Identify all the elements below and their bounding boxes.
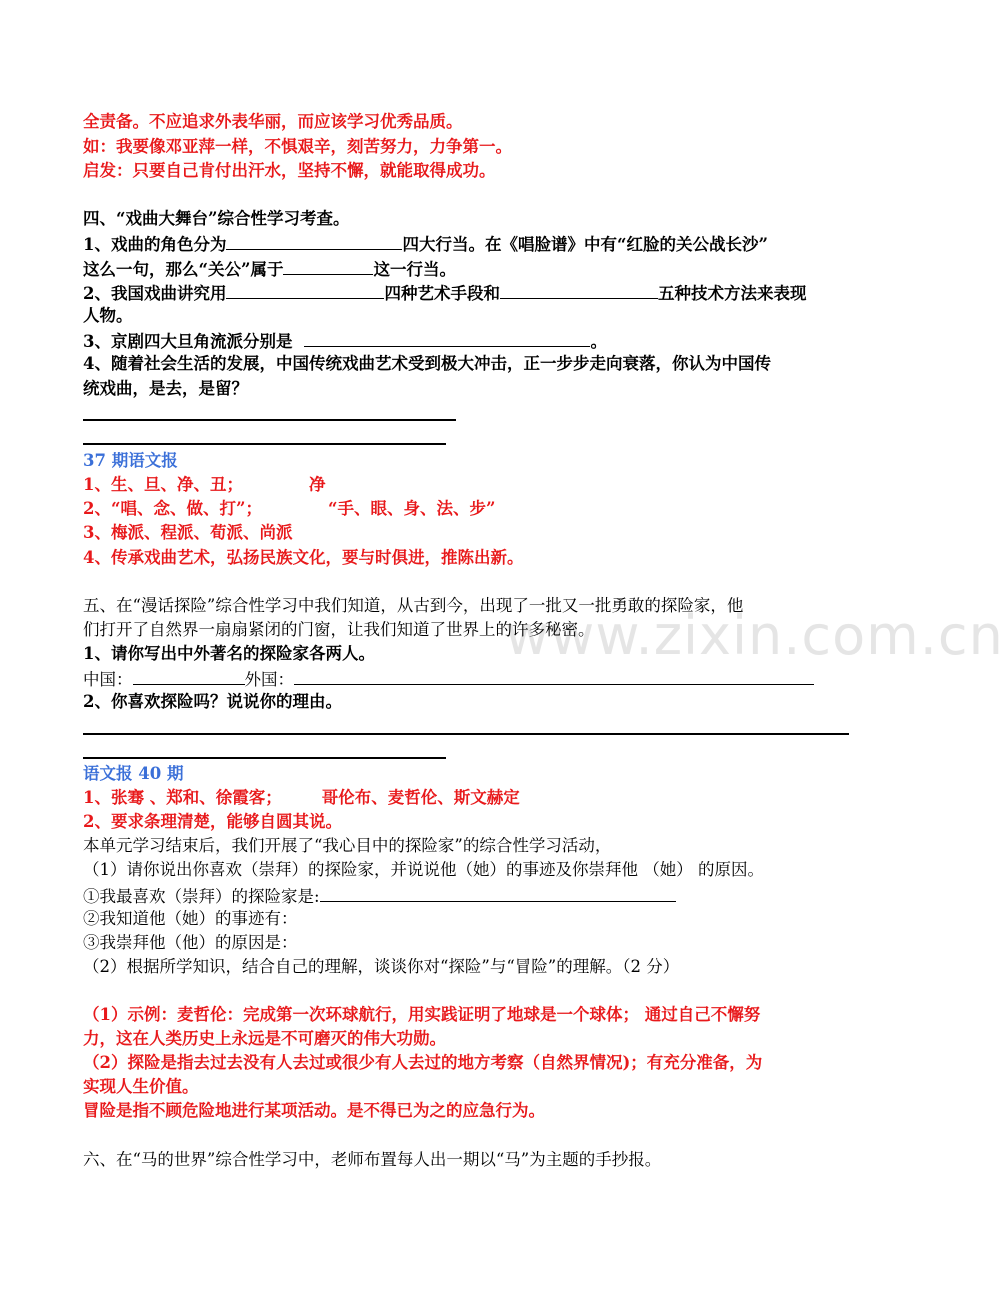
section-5-q2: 2、你喜欢探险吗？说说你的理由。 <box>83 692 342 711</box>
answer-4-3: 3、梅派、程派、荀派、尚派 <box>83 523 293 542</box>
answer-5-1-b: 哥伦布、麦哲伦、斯文赫定 <box>321 788 520 807</box>
answer-blank[interactable] <box>500 281 658 299</box>
watermark: www.zixin.com.cn <box>505 604 1004 667</box>
section-5-intro-1: 五、在“漫话探险”综合性学习中我们知道，从古到今，出现了一批又一批勇敢的探险家，他 <box>83 596 744 615</box>
q3-text-a: 3、京剧四大旦角流派分别是 <box>83 332 293 351</box>
section-6-title: 六、在“马的世界”综合性学习中，老师布置每人出一期以“马”为主题的手抄报。 <box>83 1150 662 1169</box>
answer-line <box>83 443 446 445</box>
answer-5-1-a: 1、张骞 、郑和、徐霞客； <box>83 788 282 807</box>
answer-5b-5: 冒险是指不顾危险地进行某项活动。是不得已为之的应急行为。 <box>83 1101 545 1120</box>
answer-blank[interactable] <box>226 232 402 250</box>
answer-5-2: 2、要求条理清楚，能够自圆其说。 <box>83 812 342 831</box>
q1-text-b: 四大行当。在《唱脸谱》中有“红脸的关公战长沙” <box>402 235 768 254</box>
section-5-q1: 1、请你写出中外著名的探险家各两人。 <box>83 644 375 663</box>
answer-4-2-a: 2、“唱、念、做、打”； <box>83 499 262 518</box>
answer-source-37: 37 期语文报 <box>83 451 178 470</box>
answer-blank[interactable] <box>320 884 676 902</box>
section-4-q4: 4、随着社会生活的发展，中国传统戏曲艺术受到极大冲击，正一步步走向衰落，你认为中国传 <box>83 354 771 373</box>
q1-text-a: 1、戏曲的角色分为 <box>83 235 227 254</box>
answer-blank[interactable] <box>226 281 384 299</box>
section-5b-c2: ②我知道他（她）的事迹有： <box>83 909 298 928</box>
intro-line-3: 启发：只要自己肯付出汗水，坚持不懈，就能取得成功。 <box>83 161 496 180</box>
answer-line <box>83 733 849 735</box>
answer-line <box>83 757 446 759</box>
intro-line-1: 全责备。不应追求外表华丽，而应该学习优秀品质。 <box>83 112 463 131</box>
answer-blank[interactable] <box>304 329 590 347</box>
answer-source-40: 语文报 40 期 <box>83 764 184 783</box>
intro-line-2: 如：我要像邓亚萍一样，不惧艰辛，刻苦努力，力争第一。 <box>83 137 512 156</box>
answer-5b-2: 力，这在人类历史上永远是不可磨灭的伟大功勋。 <box>83 1029 446 1048</box>
q1-text-c: 这么一句，那么“关公”属于 <box>83 260 284 279</box>
answer-5-1 <box>83 787 520 809</box>
section-4-q2 <box>83 281 806 305</box>
answer-4-4: 4、传承戏曲艺术，弘扬民族文化，要与时俱进，推陈出新。 <box>83 548 524 567</box>
answer-4-1-a: 1、生、旦、净、丑； <box>83 475 243 494</box>
answer-4-1-b: 净 <box>308 475 326 494</box>
section-5b-p1: （1）请你说出你喜欢（崇拜）的探险家，并说说他（她）的事迹及你崇拜他 （她） 的原因。 <box>83 860 764 879</box>
answer-4-1 <box>83 474 325 496</box>
answer-5b-4: 实现人生价值。 <box>83 1077 199 1096</box>
section-4-q2-cont: 人物。 <box>83 306 133 325</box>
answer-5b-3: （2）探险是指去过去没有人去过或很少有人去过的地方考察（自然界情况)；有充分准备，为 <box>83 1053 763 1072</box>
section-4-title: 四、“戏曲大舞台”综合性学习考查。 <box>83 209 350 228</box>
q3-text-b: 。 <box>590 332 607 351</box>
answer-blank[interactable] <box>133 667 245 685</box>
section-4-q3 <box>83 329 607 353</box>
q1-text-d: 这一行当。 <box>373 260 456 279</box>
q2-text-a: 2、我国戏曲讲究用 <box>83 284 227 303</box>
section-5-intro-2: 们打开了自然界一扇扇紧闭的门窗，让我们知道了世界上的许多秘密。 <box>83 620 595 639</box>
answer-blank[interactable] <box>283 257 373 275</box>
section-5-q1-answer <box>83 667 814 691</box>
q2-text-c: 五种技术方法来表现 <box>657 284 807 303</box>
section-5b-c1 <box>83 884 676 908</box>
section-4-q4-cont: 统戏曲，是去，是留？ <box>83 379 248 398</box>
c1-label: ①我最喜欢（崇拜）的探险家是: <box>83 887 320 906</box>
section-4-q1 <box>83 232 768 256</box>
foreign-label: 外国： <box>244 670 294 689</box>
section-4-q1-cont <box>83 257 456 281</box>
section-5b-intro: 本单元学习结束后，我们开展了“我心目中的探险家”的综合性学习活动， <box>83 836 612 855</box>
answer-4-2-b: “手、眼、身、法、步” <box>327 499 496 518</box>
china-label: 中国： <box>83 670 133 689</box>
answer-line <box>83 419 456 421</box>
answer-4-2 <box>83 498 495 520</box>
q2-text-b: 四种艺术手段和 <box>384 284 500 303</box>
section-5b-c3: ③我崇拜他（他）的原因是： <box>83 933 298 952</box>
answer-blank[interactable] <box>294 667 814 685</box>
answer-5b-1: （1）示例：麦哲伦：完成第一次环球航行，用实践证明了地球是一个球体； 通过自己不懈努 <box>83 1005 761 1024</box>
section-5b-p2: （2）根据所学知识，结合自己的理解，谈谈你对“探险”与“冒险”的理解。（2 分） <box>83 957 680 976</box>
